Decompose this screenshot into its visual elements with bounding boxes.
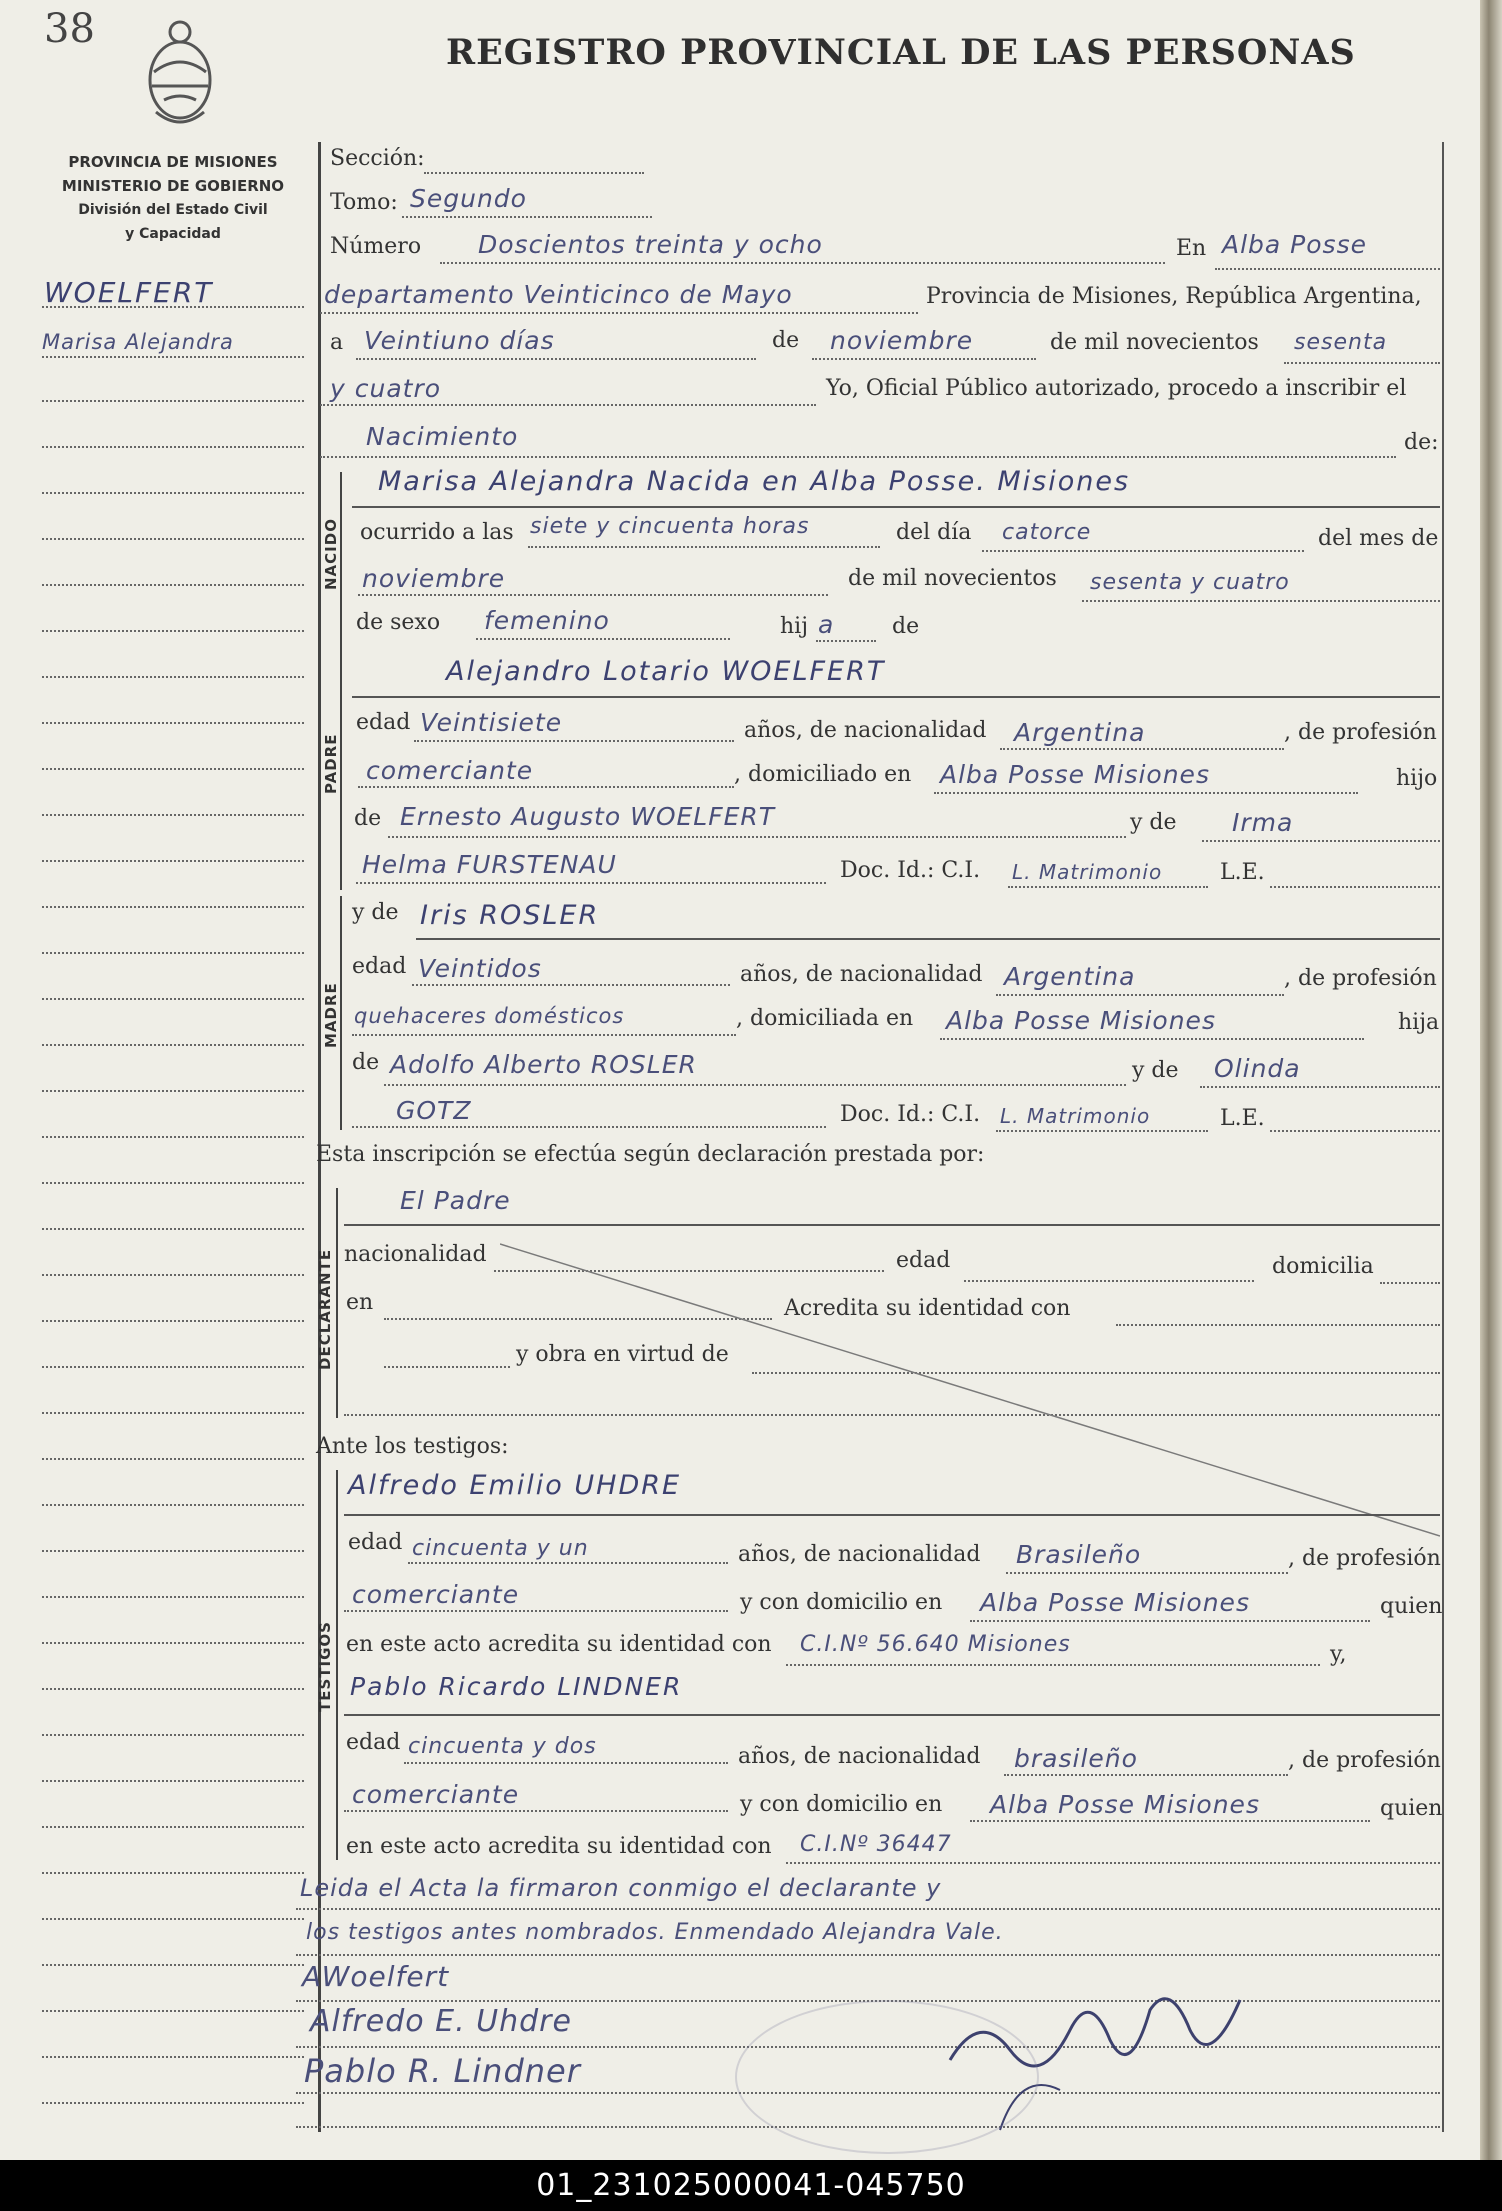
nacido-nombre: Marisa Alejandra Nacida en Alba Posse. Misiones — [378, 466, 1131, 497]
margin-line — [42, 1642, 304, 1644]
acto-field — [320, 456, 1396, 458]
padre-nombre-line — [352, 696, 1440, 698]
margin-line — [42, 1826, 304, 1828]
oficial-label: Yo, Oficial Público autorizado, procedo a inscribir el — [826, 376, 1407, 401]
margin-surname: WOELFERT — [44, 276, 214, 309]
margin-line — [42, 1136, 304, 1138]
padre-padre-value: Ernesto Augusto WOELFERT — [400, 802, 776, 831]
declarante-rule — [336, 1188, 338, 1418]
padre-edad-field — [414, 740, 734, 742]
madre-yde-2-label: y de — [1132, 1058, 1179, 1083]
en-field — [1215, 268, 1440, 270]
madre-madre-value-2: GOTZ — [396, 1096, 472, 1125]
madre-edad-field — [412, 984, 730, 986]
padre-dom-value: Alba Posse Misiones — [940, 760, 1210, 789]
margin-line — [42, 2056, 304, 2058]
madre-nac-value: Argentina — [1004, 962, 1136, 991]
margin-line — [42, 446, 304, 448]
del-dia-label: del día — [896, 520, 972, 545]
margin-line — [42, 768, 304, 770]
margin-line — [42, 2010, 304, 2012]
mes-value: noviembre — [830, 326, 974, 355]
madre-doc-value: L. Matrimonio — [1000, 1104, 1151, 1128]
padre-madre-field-2 — [356, 882, 826, 884]
madre-prof-label: , de profesión — [1284, 966, 1437, 991]
del-mes-label: del mes de — [1318, 526, 1439, 551]
testigo-2-nac-value: brasileño — [1014, 1744, 1138, 1773]
testigo-2-edad-field — [404, 1762, 728, 1764]
testigo-2-acredita-label: en este acto acredita su identidad con — [346, 1834, 772, 1859]
padre-edad-value: Veintisiete — [420, 708, 563, 737]
numero-value: Doscientos treinta y ocho — [478, 230, 823, 259]
official-stamp — [735, 2000, 1039, 2154]
margin-line — [42, 860, 304, 862]
testigo-1-edad-label: edad — [348, 1530, 403, 1555]
acto-value: Nacimiento — [366, 422, 519, 451]
testigo-1-nac-label: años, de nacionalidad — [738, 1542, 981, 1567]
testigo-1-y-label: y, — [1330, 1642, 1347, 1667]
anio-nac-value: sesenta y cuatro — [1090, 570, 1290, 595]
madre-madre-field-2 — [352, 1126, 826, 1128]
margin-line — [42, 998, 304, 1000]
en-value: Alba Posse — [1222, 230, 1367, 259]
de-label: de — [772, 328, 800, 353]
padre-doc-value: L. Matrimonio — [1012, 860, 1163, 884]
cierre-text-1: Leida el Acta la firmaron conmigo el declarante y — [300, 1874, 942, 1902]
firma-testigo-2: Pablo R. Lindner — [304, 2052, 581, 2090]
anio-value-2: y cuatro — [330, 374, 442, 403]
nacido-nombre-line — [352, 506, 1440, 508]
madre-nac-label: años, de nacionalidad — [740, 962, 983, 987]
madre-padre-value: Adolfo Alberto ROSLER — [390, 1050, 697, 1079]
padre-de-label: de — [354, 806, 382, 831]
testigo-2-edad-label: edad — [346, 1730, 401, 1755]
agency-line: MINISTERIO DE GOBIERNO — [61, 177, 285, 195]
a-label: a — [330, 330, 344, 355]
firma-testigo-1: Alfredo E. Uhdre — [310, 2004, 572, 2039]
testigo-2-prof-field — [344, 1810, 728, 1812]
hij-label: hij — [780, 614, 809, 639]
testigo-2-dom-field — [970, 1820, 1370, 1822]
testigo-1-edad-field — [408, 1562, 728, 1564]
margin-line — [42, 492, 304, 494]
margin-line — [42, 1274, 304, 1276]
testigo-1-nac-value: Brasileño — [1016, 1540, 1142, 1569]
coat-of-arms-emblem — [134, 12, 226, 134]
testigo-2-nac-field — [1004, 1774, 1288, 1776]
margin-line — [42, 676, 304, 678]
dia-value: Veintiuno días — [364, 326, 555, 355]
seccion-field — [424, 172, 644, 174]
anio-field-2 — [320, 404, 816, 406]
margin-line — [42, 722, 304, 724]
margin-line — [42, 538, 304, 540]
hij-value: a — [818, 610, 835, 639]
padre-madre-field-1 — [1202, 840, 1440, 842]
margin-line — [42, 814, 304, 816]
departamento-field — [320, 312, 918, 314]
domicilia-label: domicilia — [1272, 1254, 1374, 1279]
departamento-value: departamento Veinticinco de Mayo — [324, 280, 793, 309]
margin-line — [42, 400, 304, 402]
margin-line — [42, 1734, 304, 1736]
page-edge — [1480, 0, 1502, 2160]
testigo-1-dom-field — [970, 1620, 1370, 1622]
madre-doc-field — [996, 1130, 1208, 1132]
obra-pre-field — [384, 1366, 510, 1368]
padre-le-label: L.E. — [1220, 860, 1265, 885]
obra-label: y obra en virtud de — [516, 1342, 729, 1367]
tomo-value: Segundo — [410, 184, 527, 213]
padre-docid-label: Doc. Id.: C.I. — [840, 858, 981, 883]
mes-nac-value: noviembre — [362, 564, 506, 593]
footer-filename: 01_231025000041-045750 — [0, 2160, 1502, 2211]
testigos-label: Ante los testigos: — [316, 1434, 509, 1459]
madre-de-label: de — [352, 1050, 380, 1075]
provincia-label: Provincia de Misiones, República Argentina, — [926, 284, 1422, 309]
margin-line — [42, 1596, 304, 1598]
inscripcion-label: Esta inscripción se efectúa según declaración prestada por: — [316, 1142, 985, 1167]
testigo-1-prof-label: , de profesión — [1288, 1546, 1441, 1571]
padre-madre-value-2: Helma FURSTENAU — [362, 850, 617, 879]
agency-line: PROVINCIA DE MISIONES — [68, 153, 278, 171]
margin-line — [42, 1320, 304, 1322]
sexo-label: de sexo — [356, 610, 441, 635]
margin-line — [42, 1228, 304, 1230]
padre-nombre: Alejandro Lotario WOELFERT — [446, 656, 886, 687]
padre-edad-label: edad — [356, 710, 411, 735]
page-number: 38 — [44, 6, 95, 52]
padre-dom-label: , domiciliado en — [734, 762, 912, 787]
hora-field — [528, 546, 880, 548]
sexo-field — [476, 638, 730, 640]
testigo-2-doc-value: C.I.Nº 36447 — [800, 1832, 952, 1857]
hijo-label: hijo — [1396, 766, 1438, 791]
madre-docid-label: Doc. Id.: C.I. — [840, 1102, 981, 1127]
testigo-1-prof-field — [344, 1610, 728, 1612]
agency-line: y Capacidad — [125, 226, 221, 242]
margin-line — [42, 1688, 304, 1690]
padre-nac-value: Argentina — [1014, 718, 1146, 747]
nacido-tag: NACIDO — [322, 518, 340, 590]
anio-nac-field — [1082, 600, 1440, 602]
cierre-text-2: los testigos antes nombrados. Enmendado Alejandra Vale. — [306, 1920, 1004, 1945]
declarante-en-label: en — [346, 1290, 374, 1315]
anio-value-1: sesenta — [1294, 330, 1388, 355]
madre-edad-value: Veintidos — [418, 954, 542, 983]
madre-madre-field-1 — [1200, 1086, 1440, 1088]
left-rule — [318, 142, 321, 2132]
ocurrido-label: ocurrido a las — [360, 520, 514, 545]
padre-rule — [340, 660, 342, 890]
margin-line — [42, 1550, 304, 1552]
testigo-1-nombre: Alfredo Emilio UHDRE — [348, 1470, 682, 1501]
margin-line — [42, 2102, 304, 2104]
margin-line — [42, 1872, 304, 1874]
declarante-line — [344, 1224, 1440, 1226]
margin-line — [42, 306, 304, 308]
right-rule — [1442, 142, 1444, 2132]
testigo-2-doc-field — [786, 1862, 1440, 1864]
padre-nac-field — [1000, 748, 1284, 750]
testigos-rule — [336, 1470, 338, 1860]
padre-prof-value: comerciante — [366, 756, 534, 785]
margin-line — [42, 1090, 304, 1092]
madre-yde-label: y de — [352, 900, 399, 925]
cierre-line-2 — [296, 1954, 1440, 1956]
testigo-1-prof-value: comerciante — [352, 1580, 520, 1609]
madre-le-label: L.E. — [1220, 1106, 1265, 1131]
padre-dom-field — [934, 792, 1358, 794]
madre-nac-field — [996, 994, 1284, 996]
margin-line — [42, 584, 304, 586]
acredita-label: Acredita su identidad con — [784, 1296, 1071, 1321]
margin-line — [42, 1366, 304, 1368]
firma-declarante: AWoelfert — [302, 1960, 450, 1993]
padre-prof-label: , de profesión — [1284, 720, 1437, 745]
margin-line — [42, 1182, 304, 1184]
testigo-2-nombre-line — [344, 1714, 1440, 1716]
anio-field-1 — [1284, 362, 1440, 364]
margin-line — [42, 1044, 304, 1046]
nacido-rule — [340, 472, 342, 660]
dia-nac-field — [982, 550, 1304, 552]
margin-line — [42, 906, 304, 908]
declarante-nac-label: nacionalidad — [344, 1242, 487, 1267]
madre-nombre-line — [416, 938, 1440, 940]
testigo-1-dom-value: Alba Posse Misiones — [980, 1588, 1250, 1617]
madre-nombre: Iris ROSLER — [420, 900, 600, 931]
madre-edad-label: edad — [352, 954, 407, 979]
hij-field — [816, 640, 876, 642]
testigo-1-doc-value: C.I.Nº 56.640 Misiones — [800, 1632, 1071, 1657]
madre-dom-label: , domiciliada en — [736, 1006, 914, 1031]
document-title: REGISTRO PROVINCIAL DE LAS PERSONAS — [446, 32, 1356, 73]
testigo-1-quien-label: quien — [1380, 1594, 1443, 1619]
de-2-label: de — [892, 614, 920, 639]
margin-line — [42, 1458, 304, 1460]
numero-label: Número — [330, 234, 422, 259]
padre-prof-field — [358, 786, 734, 788]
testigos-tag: TESTIGOS — [316, 1621, 334, 1712]
testigo-1-edad-value: cincuenta y un — [412, 1536, 589, 1561]
de-mil-2-label: de mil novecientos — [848, 566, 1057, 591]
margin-line — [42, 1964, 304, 1966]
declarante-value: El Padre — [400, 1186, 511, 1215]
madre-padre-field — [384, 1084, 1126, 1086]
testigo-2-prof-value: comerciante — [352, 1780, 520, 1809]
testigo-2-edad-value: cincuenta y dos — [408, 1734, 597, 1759]
hija-label: hija — [1398, 1010, 1440, 1035]
padre-le-field — [1270, 886, 1440, 888]
margin-line — [42, 1780, 304, 1782]
margin-line — [42, 952, 304, 954]
margin-line — [42, 1504, 304, 1506]
madre-prof-value: quehaceres domésticos — [354, 1004, 625, 1028]
testigo-2-prof-label: , de profesión — [1288, 1748, 1441, 1773]
testigo-2-nombre: Pablo Ricardo LINDNER — [350, 1672, 683, 1701]
testigo-1-nombre-line — [344, 1514, 1440, 1516]
testigo-1-dom-label: y con domicilio en — [740, 1590, 943, 1615]
margin-line — [42, 1918, 304, 1920]
padre-padre-field — [388, 836, 1126, 838]
padre-doc-field — [1008, 886, 1208, 888]
de-colon-label: de: — [1404, 430, 1439, 455]
numero-field — [440, 262, 1165, 264]
testigo-2-dom-label: y con domicilio en — [740, 1792, 943, 1817]
hora-value: siete y cincuenta horas — [530, 514, 810, 539]
madre-dom-value: Alba Posse Misiones — [946, 1006, 1216, 1035]
padre-tag: PADRE — [322, 733, 340, 794]
margin-line — [42, 630, 304, 632]
margin-name: Marisa Alejandra — [42, 330, 234, 354]
margin-line — [42, 1412, 304, 1414]
tomo-field — [402, 216, 652, 218]
mes-nac-field — [358, 594, 828, 596]
en-label: En — [1176, 236, 1207, 261]
margin-line — [42, 356, 304, 358]
agency-block — [38, 150, 308, 246]
testigo-2-nac-label: años, de nacionalidad — [738, 1744, 981, 1769]
dia-nac-value: catorce — [1002, 520, 1092, 545]
madre-rule — [340, 896, 342, 1130]
declarante-edad-label: edad — [896, 1248, 951, 1273]
madre-le-field — [1270, 1130, 1440, 1132]
de-mil-label: de mil novecientos — [1050, 330, 1259, 355]
padre-yde-label: y de — [1130, 810, 1177, 835]
testigo-1-acredita-label: en este acto acredita su identidad con — [346, 1632, 772, 1657]
madre-dom-field — [940, 1038, 1364, 1040]
declarante-tag: DECLARANTE — [316, 1248, 334, 1370]
cierre-line-1 — [296, 1908, 1440, 1910]
madre-madre-value-1: Olinda — [1214, 1054, 1301, 1083]
seccion-label: Sección: — [330, 146, 425, 171]
testigo-2-quien-label: quien — [1380, 1796, 1443, 1821]
testigo-1-doc-field — [786, 1664, 1320, 1666]
testigo-1-nac-field — [1006, 1572, 1288, 1574]
tomo-label: Tomo: — [330, 190, 398, 215]
sexo-value: femenino — [484, 606, 610, 635]
madre-prof-field — [352, 1034, 736, 1036]
agency-line: División del Estado Civil — [78, 202, 268, 218]
madre-tag: MADRE — [322, 982, 340, 1048]
padre-nac-label: años, de nacionalidad — [744, 718, 987, 743]
dia-field — [356, 358, 756, 360]
mes-field — [812, 358, 1036, 360]
testigo-2-dom-value: Alba Posse Misiones — [990, 1790, 1260, 1819]
padre-madre-value-1: Irma — [1232, 808, 1294, 837]
